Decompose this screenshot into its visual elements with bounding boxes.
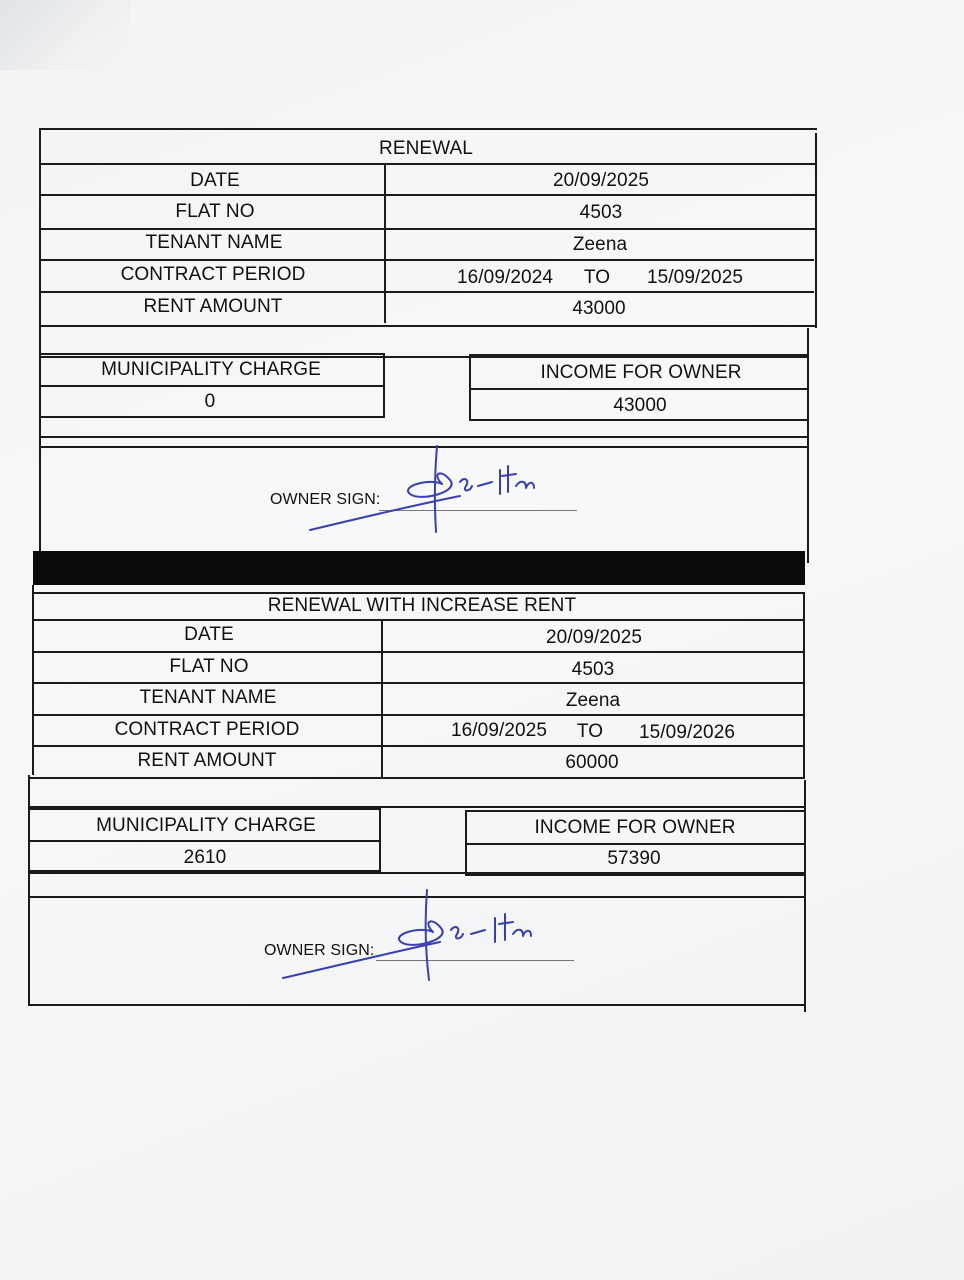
row-divider [39, 436, 809, 438]
box-border [469, 419, 809, 421]
section-separator-bar [33, 551, 805, 585]
municipality-charge-value: 2610 [183, 847, 227, 868]
box-border [465, 843, 805, 845]
tenant-name-value: Zeena [572, 234, 628, 255]
contract-period-label: CONTRACT PERIOD [114, 719, 300, 740]
tenant-name-label: TENANT NAME [139, 687, 277, 708]
box-border [469, 354, 471, 421]
period-to-value: 15/09/2026 [638, 722, 736, 743]
box-border [39, 416, 385, 418]
owner-signature-image [275, 884, 565, 984]
flat-no-label: FLAT NO [175, 201, 255, 222]
box-border [29, 808, 381, 810]
municipality-charge-label: MUNICIPALITY CHARGE [101, 359, 321, 380]
period-from-value: 16/09/2025 [450, 720, 548, 741]
column-divider [381, 619, 383, 777]
income-for-owner-label: INCOME FOR OWNER [540, 362, 742, 383]
section-title: RENEWAL [379, 138, 473, 159]
owner-sign-label: OWNER SIGN: [270, 491, 381, 508]
tenant-name-label: TENANT NAME [145, 232, 283, 253]
municipality-charge-value: 0 [204, 391, 216, 412]
income-for-owner-value: 43000 [613, 395, 667, 416]
row-divider [39, 291, 814, 293]
box-border [469, 354, 809, 356]
period-to-value: 15/09/2025 [646, 267, 744, 288]
row-divider [33, 682, 805, 684]
box-border [469, 388, 809, 390]
table-border [39, 128, 41, 552]
date-value: 20/09/2025 [545, 627, 643, 648]
box-border [29, 870, 381, 872]
income-for-owner-label: INCOME FOR OWNER [534, 817, 736, 838]
row-divider [30, 777, 805, 779]
date-value: 20/09/2025 [552, 170, 650, 191]
row-divider [33, 714, 805, 716]
contract-period-label: CONTRACT PERIOD [120, 264, 306, 285]
date-label: DATE [190, 170, 240, 191]
box-border [39, 385, 385, 387]
municipality-charge-label: MUNICIPALITY CHARGE [96, 815, 316, 836]
row-divider [39, 228, 817, 230]
box-border [465, 810, 467, 876]
period-to-word: TO [583, 267, 611, 288]
row-divider [33, 651, 805, 653]
row-divider [39, 325, 815, 327]
row-divider [39, 163, 817, 165]
row-divider [33, 619, 805, 621]
period-to-word: TO [576, 721, 604, 742]
row-divider [39, 356, 809, 358]
column-divider [384, 163, 386, 323]
row-divider [33, 592, 805, 594]
flat-no-value: 4503 [571, 659, 615, 680]
income-for-owner-value: 57390 [607, 848, 661, 869]
box-border [465, 810, 805, 812]
row-divider [33, 745, 805, 747]
tenant-name-value: Zeena [565, 690, 621, 711]
owner-sign-label: OWNER SIGN: [264, 942, 375, 959]
rent-amount-label: RENT AMOUNT [137, 750, 277, 771]
owner-signature-image [300, 440, 550, 540]
rent-amount-label: RENT AMOUNT [143, 296, 283, 317]
period-from-value: 16/09/2024 [456, 267, 554, 288]
rent-amount-value: 60000 [565, 752, 619, 773]
rent-amount-value: 43000 [572, 298, 626, 319]
box-border [383, 353, 385, 418]
date-label: DATE [184, 624, 234, 645]
flat-no-value: 4503 [579, 202, 623, 223]
section-title: RENEWAL WITH INCREASE RENT [267, 595, 577, 616]
flat-no-label: FLAT NO [169, 656, 249, 677]
table-border [39, 128, 817, 130]
row-divider [39, 259, 814, 261]
row-divider [39, 194, 817, 196]
box-border [39, 353, 385, 355]
table-border [28, 1004, 806, 1006]
box-border [379, 808, 381, 872]
box-border [29, 840, 381, 842]
box-border [465, 874, 805, 876]
